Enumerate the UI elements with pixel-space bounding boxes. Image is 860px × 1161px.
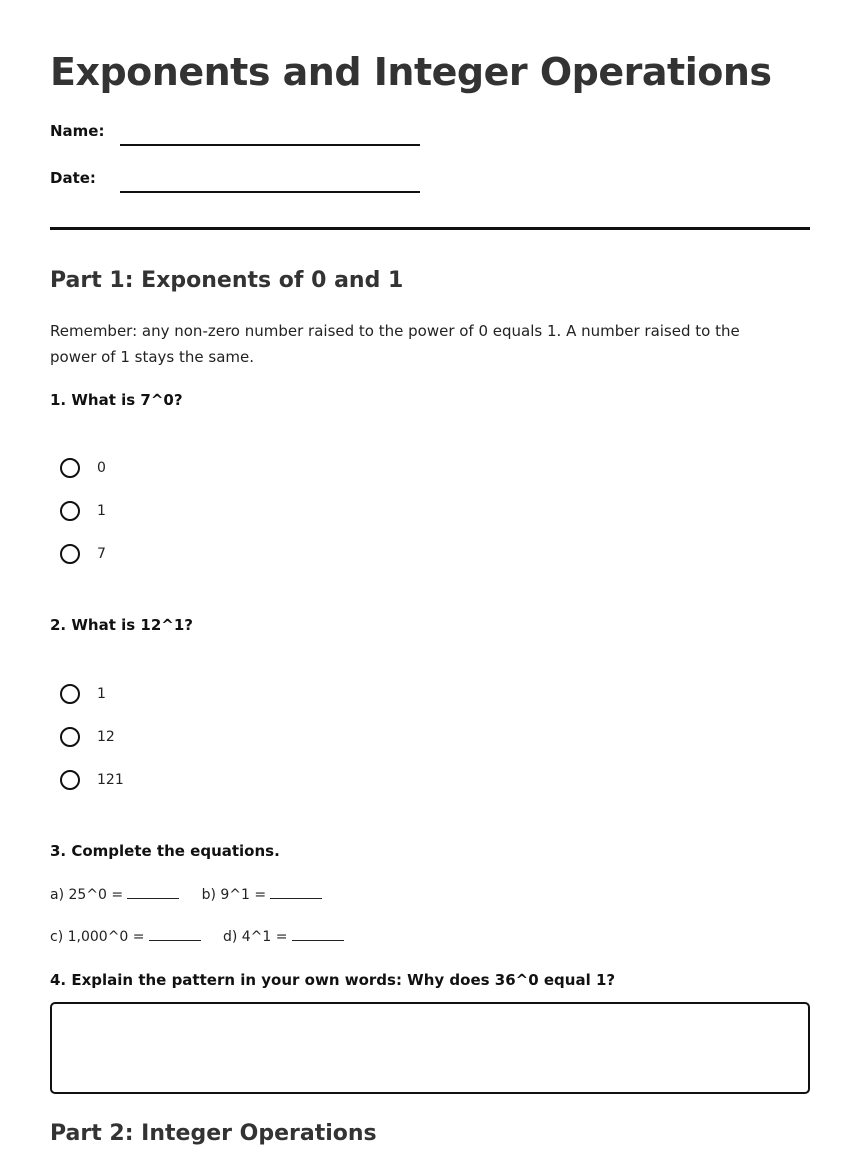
q1-option-1[interactable] — [60, 498, 106, 524]
equation-c-blank[interactable] — [149, 926, 201, 941]
part1-title: Part 1: Exponents of 0 and 1 — [50, 268, 404, 293]
equation-b-blank[interactable] — [270, 884, 322, 899]
q2-option-label: 12 — [97, 729, 115, 745]
part1-intro: Remember: any non-zero number raised to the power of 0 equals 1. A number raised to the power of 1 stays the same. — [50, 322, 740, 366]
q2-option-1[interactable] — [60, 724, 115, 750]
equation-row-2 — [50, 926, 344, 945]
q1-option-label: 7 — [97, 546, 106, 562]
equation-d — [223, 926, 344, 945]
question-3: 3. Complete the equations. — [50, 842, 280, 860]
name-input-line[interactable] — [120, 144, 420, 146]
q4-answer-box[interactable] — [50, 1002, 810, 1094]
q1-option-0[interactable] — [60, 455, 106, 481]
equation-a-text: a) 25^0 = — [50, 887, 124, 903]
name-label: Name: — [50, 122, 105, 140]
question-2: 2. What is 12^1? — [50, 616, 193, 634]
part2-title: Part 2: Integer Operations — [50, 1121, 377, 1146]
equation-c — [50, 926, 201, 945]
q1-option-label: 0 — [97, 460, 106, 476]
equation-b — [202, 884, 323, 903]
equation-d-text: d) 4^1 = — [222, 929, 288, 945]
radio-button[interactable] — [60, 684, 80, 704]
equation-a — [50, 884, 179, 903]
equation-c-text: c) 1,000^0 = — [50, 929, 145, 945]
date-input-line[interactable] — [120, 191, 420, 193]
equation-row-1 — [50, 884, 322, 903]
radio-button[interactable] — [60, 727, 80, 747]
header-divider — [50, 227, 810, 230]
equation-b-text: b) 9^1 = — [201, 887, 267, 903]
q1-option-label: 1 — [97, 503, 106, 519]
radio-button[interactable] — [60, 458, 80, 478]
q1-option-2[interactable] — [60, 541, 106, 567]
worksheet-title: Exponents and Integer Operations — [50, 50, 772, 94]
radio-button[interactable] — [60, 501, 80, 521]
q2-option-2[interactable] — [60, 767, 124, 793]
q2-option-label: 121 — [97, 772, 124, 788]
question-4: 4. Explain the pattern in your own words: Why does 36^0 equal 1? — [50, 971, 616, 989]
date-field — [50, 169, 470, 199]
equation-a-blank[interactable] — [127, 884, 179, 899]
question-1: 1. What is 7^0? — [50, 391, 183, 409]
date-label: Date: — [50, 169, 96, 187]
radio-button[interactable] — [60, 770, 80, 790]
q2-option-0[interactable] — [60, 681, 106, 707]
q2-option-label: 1 — [97, 686, 106, 702]
name-field — [50, 122, 470, 152]
radio-button[interactable] — [60, 544, 80, 564]
equation-d-blank[interactable] — [292, 926, 344, 941]
